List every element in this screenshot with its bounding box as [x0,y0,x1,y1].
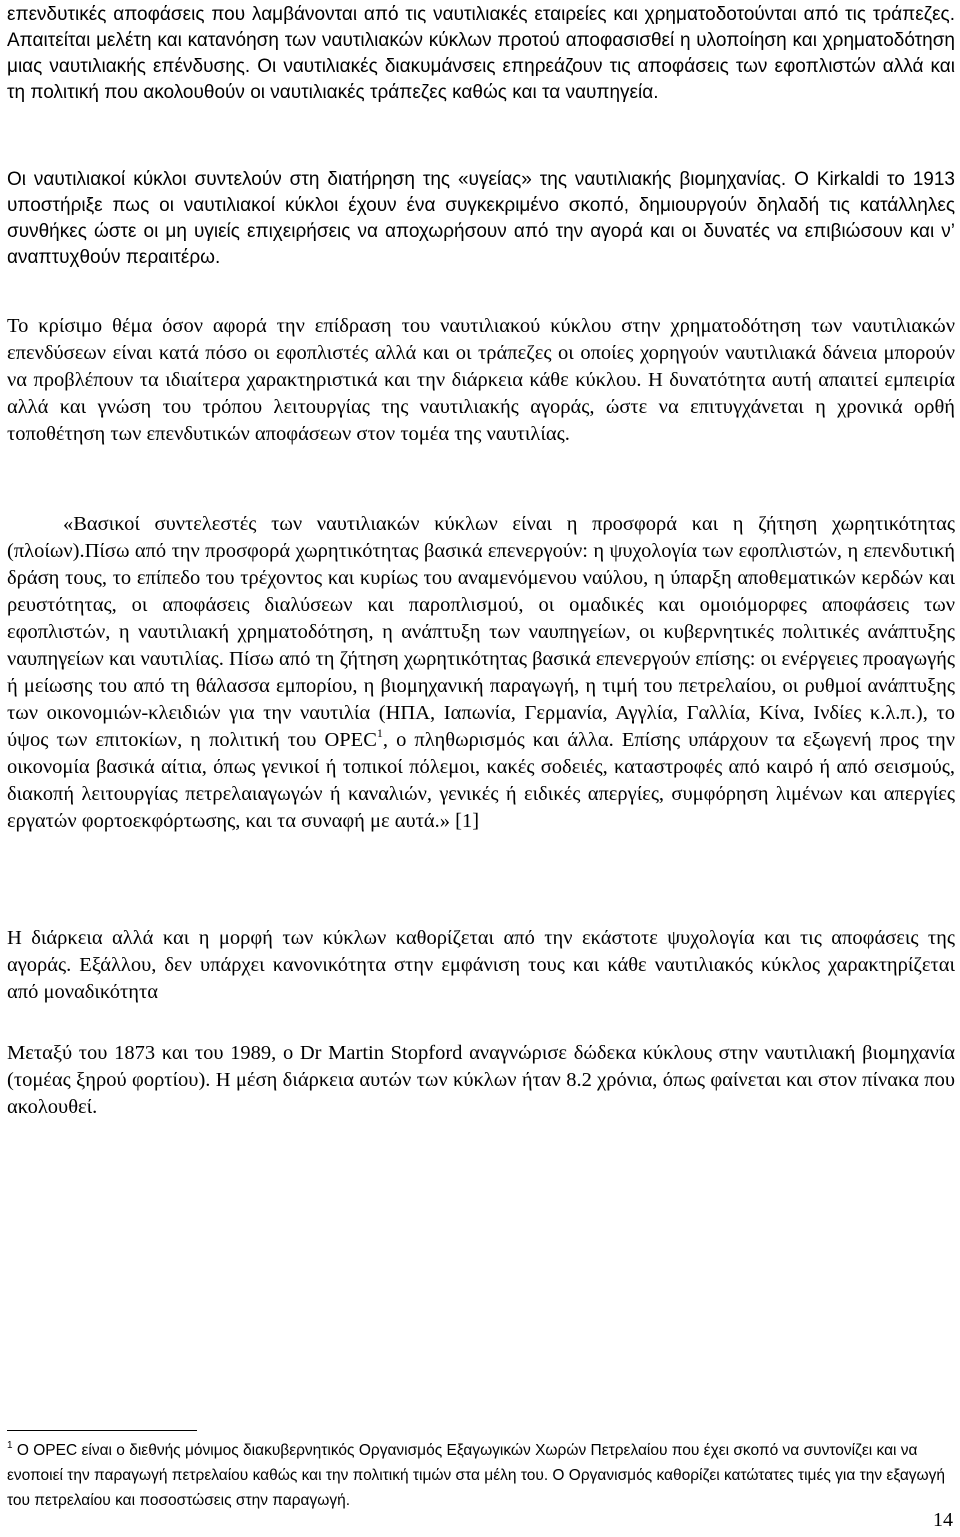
paragraph-shipping-decisions: επενδυτικές αποφάσεις που λαμβάνονται από τις ναυτιλιακές εταιρείες και χρηματοδοτούνται από τις τράπεζες. Απαιτείται μελέτη και κατανόηση των ναυτιλιακών κύκλων προτού αποφασισθεί η υλοποίηση και χρηματοδότηση μιας ναυτιλιακής επένδυσης. Οι ναυτιλιακές διακυμάνσεις επηρεάζουν τις αποφάσεις των εφοπλιστών αλλά και τη πολιτική που ακολουθούν οι ναυτιλιακές τράπεζες καθώς και τα ναυπηγεία. [7,4,955,103]
paragraph-kirkaldi: Οι ναυτιλιακοί κύκλοι συντελούν στη διατήρηση της «υγείας» της ναυτιλιακής βιομηχανίας. Ο Kirkaldi το 1913 υποστήριξε πως οι ναυτιλιακοί κύκλοι έχουν ένα συγκεκριμένο σκοπό, δημιουργούν δηλαδή τις κατάλληλες συνθήκες ώστε οι μη υγιείς επιχειρήσεις να αποχωρήσουν από την αγορά και οι δυνατές να επιβιώσουν και ν’ αναπτυχθούν περαιτέρω. [7,169,955,268]
paragraph-quote-factors [7,511,955,835]
quote-text-part-2: , ο πληθωρισμός και άλλα. Επίσης υπάρχουν τα εξωγενή προς την οικονομία βασικά αίτια, όπως γενικοί ή τοπικοί πόλεμοι, κακές σοδειές, καταστροφές από καιρό ή από σεισμούς, διακοπή λειτουργίας πετρελαιαγωγών ή καναλιών, γενικές ή ειδικές απεργίες, συμφόρηση λιμένων και απεργίες εργατών φορτοεκφόρτωσης, και τα συναφή με αυτά.» [1] [7,729,955,832]
paragraph-stopford: Μεταξύ του 1873 και του 1989, ο Dr Martin Stopford αναγνώρισε δώδεκα κύκλους στην ναυτιλιακή βιομηχανία (τομέας ξηρού φορτίου). Η μέση διάρκεια αυτών των κύκλων ήταν 8.2 χρόνια, όπως φαίνεται και στον πίνακα που ακολουθεί. [7,1042,955,1118]
paragraph-financing-impact: Το κρίσιμο θέμα όσον αφορά την επίδραση του ναυτιλιακού κύκλου στην χρηματοδότηση των ναυτιλιακών επενδύσεων είναι κατά πόσο οι εφοπλιστές αλλά και οι τράπεζες οι οποίες χορηγούν ναυτιλιακά δάνεια μπορούν να προβλέπουν τα ιδιαίτερα χαρακτηριστικά και την διάρκεια κάθε κύκλου. Η δυνατότητα αυτή απαιτεί εμπειρία αλλά και γνώση του τρόπου λειτουργίας της ναυτιλιακής αγοράς, ώστε να επιτυγχάνεται η χρονικά ορθή τοποθέτηση των επενδυτικών αποφάσεων στον τομέα της ναυτιλίας. [7,315,955,445]
footnote-reference[interactable]: 1 [376,726,383,740]
footnote-opec [7,1438,955,1513]
quote-text-part-1: «Βασικοί συντελεστές των ναυτιλιακών κύκλων είναι η προσφορά και η ζήτηση χωρητικότητας (πλοίων).Πίσω από την προσφορά χωρητικότητας βασικά επενεργούν: η ψυχολογία των εφοπλιστών, η επενδυτική δράση τους, το επίπεδο του τρέχοντος και κυρίως του αναμενόμενου ναύλου, η ύπαρξη αποθεματικών κερδών και ρευστότητας, οι αποφάσεις διαλύσεων και παροπλισμού, οι ομαδικές και ομοιόμορφες αποφάσεις των εφοπλιστών, η ναυτιλιακή χρηματοδότηση, η ανάπτυξη των ναυπηγείων, οι κυβερνητικές πολιτικές ανάπτυξης ναυπηγείων και ναυτιλίας. Πίσω από τη ζήτηση χωρητικότητας βασικά επενεργούν επίσης: οι ενέργειες προαγωγής ή μείωσης του από τη θάλασσα εμπορίου, η βιομηχανική παραγωγή, η τιμή του πετρελαίου, οι ρυθμοί ανάπτυξης των οικονομιών-κλειδιών για την ναυτιλία (ΗΠΑ, Ιαπωνία, Γερμανία, Αγγλία, Γαλλία, Κίνα, Ινδίες κ.λ.π.), το ύψος των επιτοκίων, η πολιτική του OPEC [7,513,955,751]
footnote-text: Ο OPEC είναι ο διεθνής μόνιμος διακυβερνητικός Οργανισμός Εξαγωγικών Χωρών Πετρελαίου που έχει σκοπό να συντονίζει και να ενοποιεί την παραγωγή πετρελαίου καθώς και την πολιτική τιμών στα μέλη του. Ο Οργανισμός καθορίζει κατώτατες τιμές για την εξαγωγή του πετρελαίου και ποσοστώσεις στην παραγωγή. [7,1442,946,1509]
page-number: 14 [933,1509,953,1531]
footnote-marker: 1 [7,1440,13,1451]
paragraph-cycle-duration: Η διάρκεια αλλά και η μορφή των κύκλων καθορίζεται από την εκάστοτε ψυχολογία και τις αποφάσεις της αγοράς. Εξάλλου, δεν υπάρχει κανονικότητα στην εμφάνιση τους και κάθε ναυτιλιακός κύκλος χαρακτηρίζεται από μοναδικότητα [7,927,955,1003]
footnote-separator [7,1430,197,1431]
